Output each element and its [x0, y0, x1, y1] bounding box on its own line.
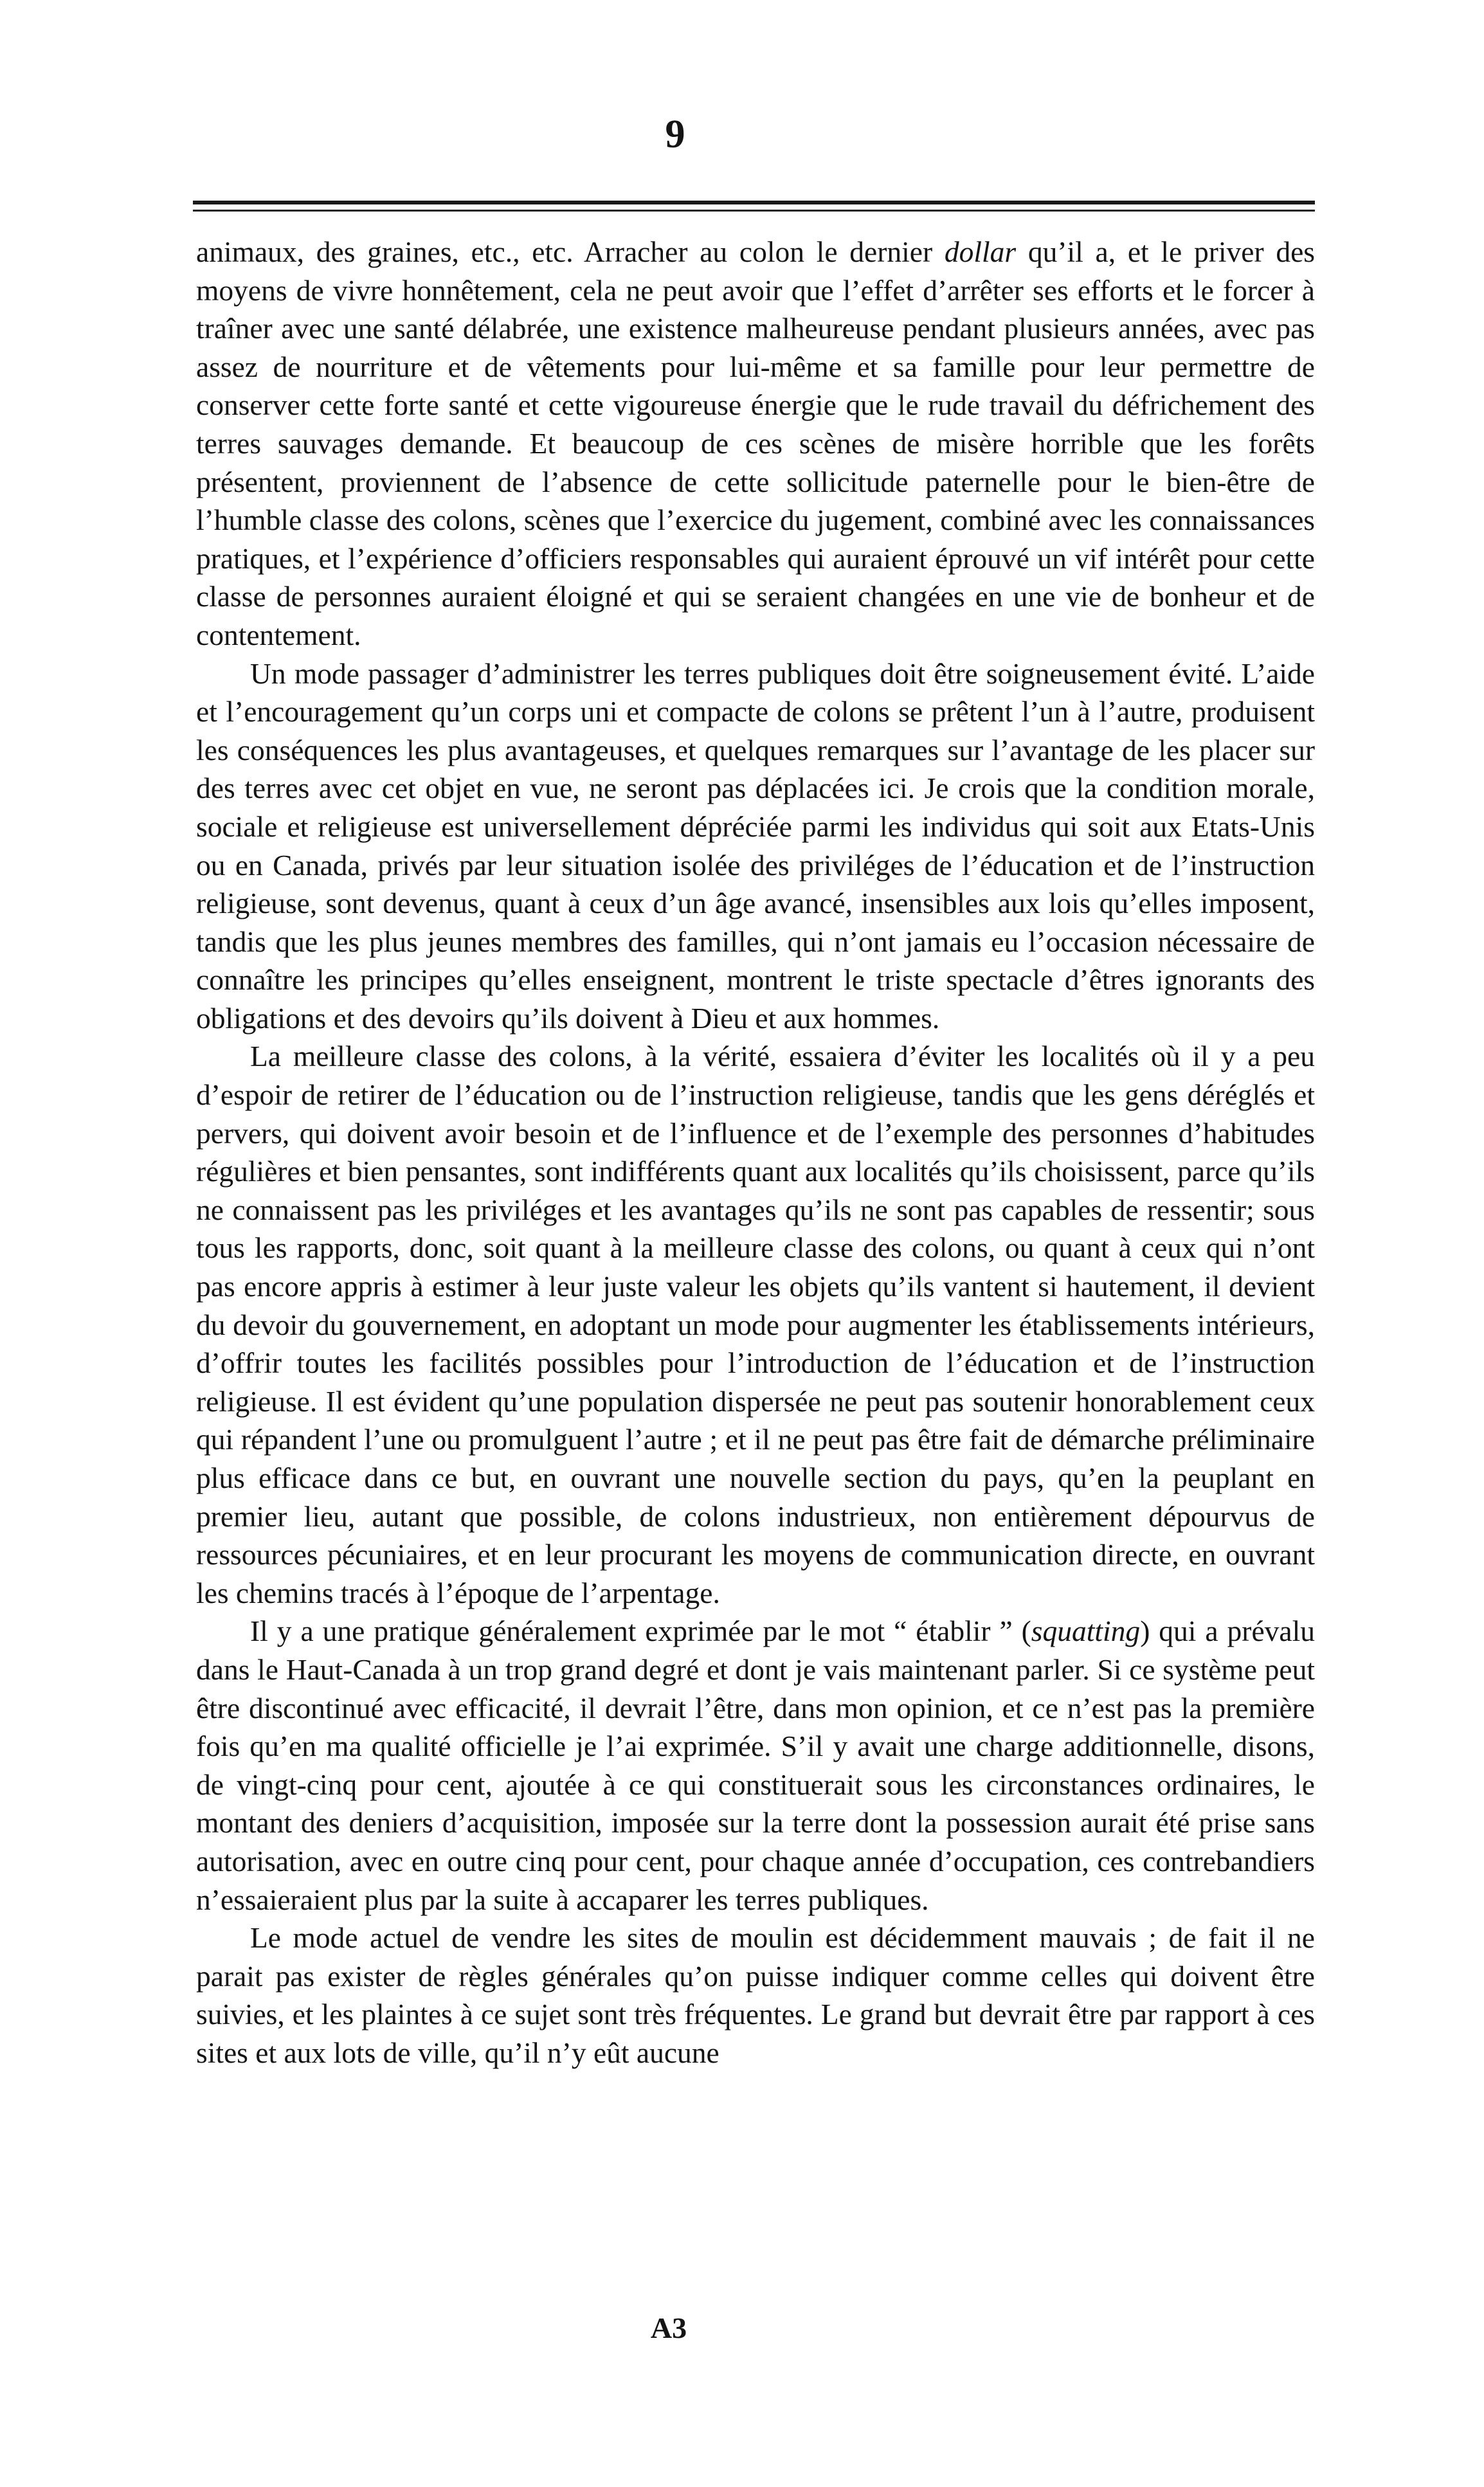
paragraph-4-emphasis: squatting: [1031, 1614, 1141, 1648]
paragraph-1-emphasis: dollar: [944, 235, 1017, 268]
paragraph-4-text-continued: ) qui a prévalu dans le Haut-Canada à un trop grand degré et dont je vais maintenant parler. Si ce système peut être discontinué avec efficacité, il devrait l’être, dans mon opinion, et ce n’est pas la première fois qu’en ma qualité officielle je l’ai exprimée. S’il y avait une charge additionnelle, disons, de vingt-cinq pour cent, ajoutée à ce qui constituerait sous les circonstances ordinaires, le montant des deniers d’acquisition, imposée sur la terre dont la possession aurait été prise sans autorisation, avec en outre cinq pour cent, pour chaque année d’occupation, ces contrebandiers n’essaieraient plus par la suite à accaparer les terres publiques.: [196, 1614, 1315, 1916]
paragraph-5-text: Le mode actuel de vendre les sites de moulin est décidemment mauvais ; de fait il ne parait pas exister de règles générales qu’on puisse indiquer comme celles qui doivent être suivies, et les plaintes à ce sujet sont très fréquentes. Le grand but devrait être par rapport à ces sites et aux lots de ville, qu’il n’y eût aucune: [196, 1921, 1315, 2069]
paragraph-1-text: animaux, des graines, etc., etc. Arracher au colon le dernier: [196, 235, 945, 268]
header-rule-thick: [193, 201, 1315, 204]
signature-mark: A3: [650, 2311, 687, 2344]
body-text: [196, 233, 1315, 2072]
paragraph-2-text: Un mode passager d’administrer les terres publiques doit être soigneusement évité. L’aide et l’encouragement qu’un corps uni et compacte de colons se prêtent l’un à l’autre, produisent les conséquences les plus avantageuses, et quelques remarques sur l’avantage de les placer sur des terres avec cet objet en vue, ne seront pas déplacées ici. Je crois que la condition morale, sociale et religieuse est universellement dépréciée parmi les individus qui soit aux Etats-Unis ou en Canada, privés par leur situation isolée des priviléges de l’éducation et de l’instruction religieuse, sont devenus, quant à ceux d’un âge avancé, insensibles aux lois qu’elles imposent, tandis que les plus jeunes membres des familles, qui n’ont jamais eu l’occasion nécessaire de connaître les principes qu’elles enseignent, montrent le triste spectacle d’êtres ignorants des obligations et des devoirs qu’ils doivent à Dieu et aux hommes.: [196, 656, 1315, 1035]
paragraph-2: [196, 655, 1315, 1038]
paragraph-3-text: La meilleure classe des colons, à la vérité, essaiera d’éviter les localités où il y a peu d’espoir de retirer de l’éducation ou de l’instruction religieuse, tandis que les gens déréglés et pervers, qui doivent avoir besoin et de l’influence et de l’exemple des personnes d’habitudes régulières et bien pensantes, sont indifférents quant aux localités qu’ils choisissent, parce qu’ils ne connaissent pas les priviléges et les avantages qu’ils ne sont pas capables de ressentir; sous tous les rapports, donc, soit quant à la meilleure classe des colons, ou quant à ceux qui n’ont pas encore appris à estimer à leur juste valeur les objets qu’ils vantent si hautement, il devient du devoir du gouvernement, en adoptant un mode pour augmenter les établissements intérieurs, d’offrir toutes les facilités possibles pour l’introduction de l’éducation et de l’instruction religieuse. Il est évident qu’une population dispersée ne peut pas soutenir honorablement ceux qui répandent l’une ou promulguent l’autre ; et il ne peut pas être fait de démarche préliminaire plus efficace dans ce but, en ouvrant une nouvelle section du pays, qu’en la peuplant en premier lieu, autant que possible, de colons industrieux, non entièrement dépourvus de ressources pécuniaires, et en leur procurant les moyens de communication directe, en ouvrant les chemins tracés à l’époque de l’arpentage.: [196, 1040, 1315, 1609]
paragraph-1: [196, 233, 1315, 655]
paragraph-4-text: Il y a une pratique généralement exprimée par le mot “ établir ” (: [250, 1614, 1031, 1648]
page-number: 9: [665, 113, 685, 156]
header-rule-thin: [193, 210, 1315, 212]
paragraph-4: [196, 1612, 1315, 1919]
paragraph-3: [196, 1037, 1315, 1612]
paragraph-1-text-continued: qu’il a, et le priver des moyens de vivre honnêtement, cela ne peut avoir que l’effet d’arrêter ses efforts et le forcer à traîner avec une santé délabrée, une existence malheureuse pendant plusieurs années, avec pas assez de nourriture et de vêtements pour lui-même et sa famille pour leur permettre de conserver cette forte santé et cette vigoureuse énergie que le rude travail du défrichement des terres sauvages demande. Et beaucoup de ces scènes de misère horrible que les forêts présentent, proviennent de l’absence de cette sollicitude paternelle pour le bien-être de l’humble classe des colons, scènes que l’exercice du jugement, combiné avec les connaissances pratiques, et l’expérience d’officiers responsables qui auraient éprouvé un vif intérêt pour cette classe de personnes auraient éloigné et qui se seraient changées en une vie de bonheur et de contentement.: [196, 235, 1315, 651]
paragraph-5: [196, 1919, 1315, 2072]
